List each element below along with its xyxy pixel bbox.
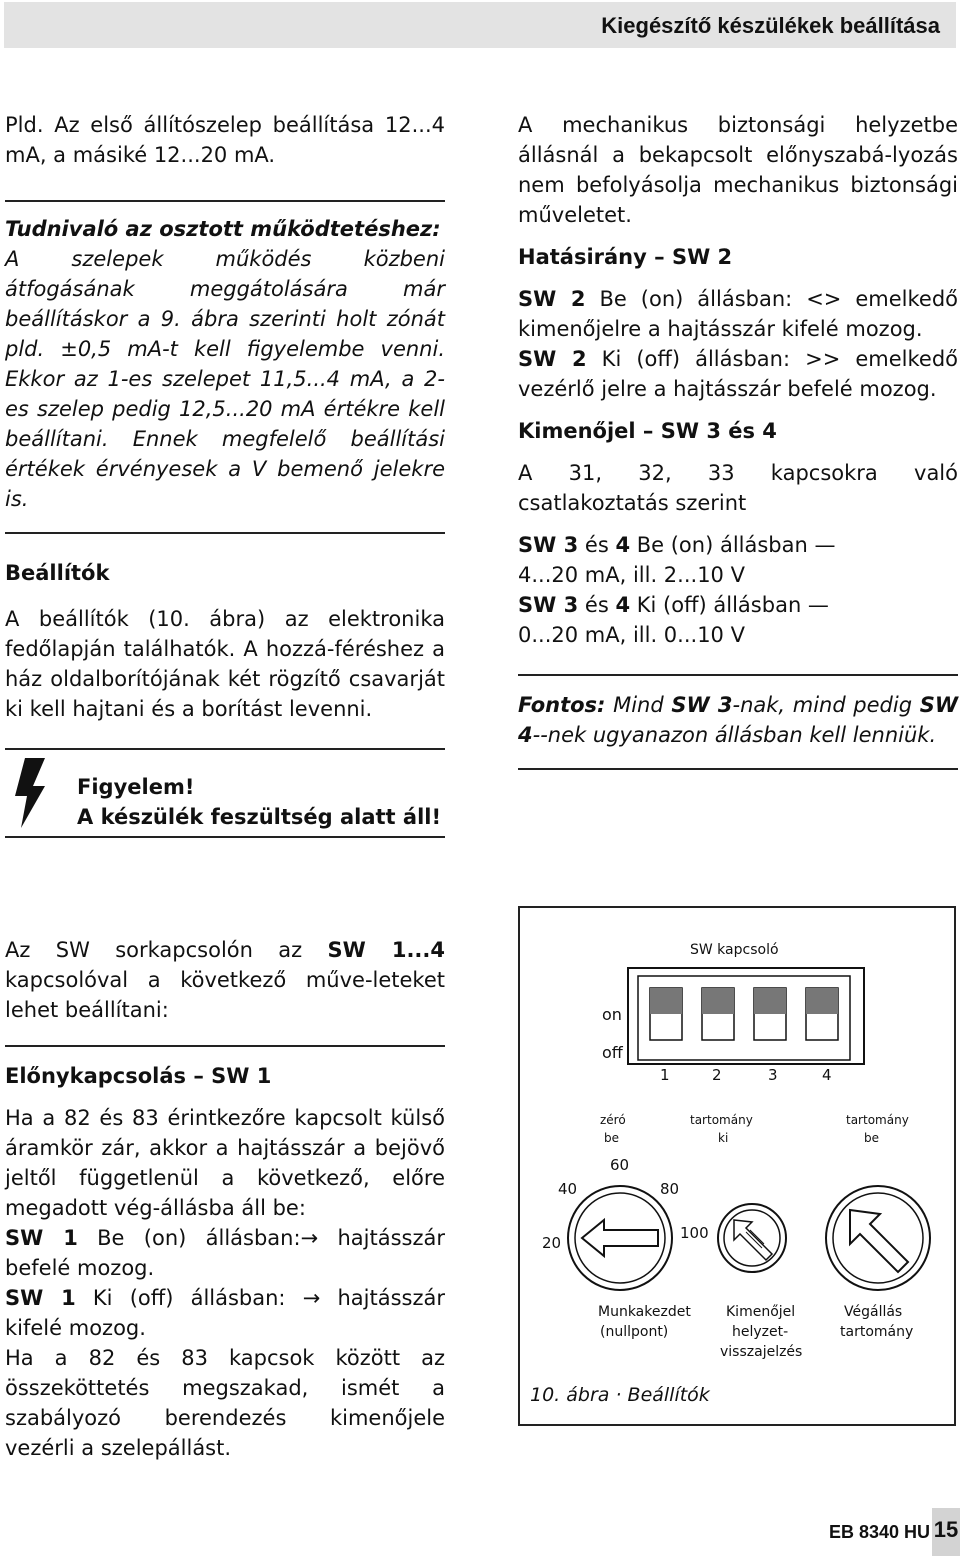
page-number: 15 xyxy=(932,1508,960,1556)
sw2-off-text: SW 2 Ki (off) állásban: >> emelkedő vezérlő jelre a hajtásszár befelé mozog. xyxy=(518,347,958,401)
divider xyxy=(5,532,445,534)
on-label: on xyxy=(602,1005,622,1024)
dip-switch-2-knob xyxy=(702,988,734,1014)
beallitok-body: A beállítók (10. ábra) az elektronika fedőlapján találhatók. A hozzá-féréshez a ház oldalborítójának két rögzítő csavarját ki kell hajtani és a borítást levenni. xyxy=(5,607,445,721)
sw2-on-text: SW 2 Be (on) állásban: <> emelkedő kimenőjelre a hajtásszár kifelé mozog. xyxy=(518,287,958,341)
tudnivalo-heading: Tudnivaló az osztott működtetéshez: xyxy=(5,217,441,241)
vegallas-tartomany-label: tartomány xyxy=(840,1324,914,1340)
kimenojel-body: A 31, 32, 33 kapcsokra való csatlakoztatás szerint xyxy=(518,461,958,515)
dip-switch-3-knob xyxy=(754,988,786,1014)
example-paragraph: Pld. Az első állítószelep beállítása 12...4 mA, a másiké 12...20 mA. xyxy=(5,113,445,167)
nullpont-label: (nullpont) xyxy=(600,1324,669,1340)
sw1-off-text: SW 1 Ki (off) állásban: → hajtásszár kifelé mozog. xyxy=(5,1286,445,1340)
warning-title: Figyelem! xyxy=(77,775,195,799)
sw3-off-value: 0...20 mA, ill. 0...10 V xyxy=(518,623,745,647)
mechanical-intro: A mechanikus biztonsági helyzetbe állásnál a bekapcsolt előnyszabá-lyozás nem befolyásolja mechanikus biztonsági műveletet. xyxy=(518,113,958,227)
figure-caption: 10. ábra · Beállítók xyxy=(530,1384,710,1406)
sw3-on-text: SW 3 és 4 Be (on) állásban — xyxy=(518,533,836,557)
range-on-label: tartomány xyxy=(846,1113,909,1127)
zero-label: zéró xyxy=(600,1113,626,1127)
page-header xyxy=(4,2,956,48)
range-off-ki-label: ki xyxy=(718,1131,729,1145)
sw-intro: Az SW sorkapcsolón az SW 1...4 kapcsolóval a következő műve-leteket lehet beállítani: xyxy=(5,938,445,1022)
figure-10-settings xyxy=(518,906,956,1426)
range-off-label: tartomány xyxy=(690,1113,753,1127)
kimenojel-heading: Kimenőjel – SW 3 és 4 xyxy=(518,419,777,443)
zero-be-label: be xyxy=(604,1131,619,1145)
vegallas-label: Végállás xyxy=(844,1304,903,1320)
kimenojel-label: Kimenőjel xyxy=(726,1304,796,1320)
dip-switch-1-knob xyxy=(650,988,682,1014)
settings-diagram xyxy=(520,908,954,1424)
beallitok-heading: Beállítók xyxy=(5,561,110,585)
left-column-bottom xyxy=(5,935,445,1463)
tudnivalo-body: A szelepek működés közbeni átfogásának meggátolására már beállításkor a 9. ábra szerinti holt zónát pld. ±0,5 mA-t kell figyelembe venni. Ekkor az 1-es szelepet 11,5...4 mA, a 2-es szelep pedig 12,5...20 mA értékre kell beállítani. Ennek megfelelő beállítási értékek érvényesek a V bemenő jelekre is. xyxy=(5,247,445,511)
right-column-top xyxy=(518,110,958,770)
lightning-bolt-icon xyxy=(11,758,51,828)
divider xyxy=(5,836,445,838)
switch-number-2: 2 xyxy=(712,1066,722,1084)
hatasirany-heading: Hatásirány – SW 2 xyxy=(518,245,733,269)
range-on-be-label: be xyxy=(864,1131,879,1145)
divider xyxy=(518,768,958,770)
elonykapcsolas-body: Ha a 82 és 83 érintkezőre kapcsolt külső áramkör zár, akkor a hajtásszár a bejövő jeltől függetlenül a következő, előre megadott vég-állásba áll be: xyxy=(5,1106,445,1220)
scale-80: 80 xyxy=(660,1180,680,1198)
switch-number-4: 4 xyxy=(822,1066,832,1084)
switch-number-1: 1 xyxy=(660,1066,670,1084)
fontos-note: Fontos: Mind SW 3-nak, mind pedig SW 4--nek ugyanazon állásban kell lenniük. xyxy=(518,693,958,747)
header-title: Kiegészítő készülékek beállítása xyxy=(601,13,940,38)
dip-switch-4-knob xyxy=(806,988,838,1014)
switch-number-3: 3 xyxy=(768,1066,778,1084)
sw3-off-text: SW 3 és 4 Ki (off) állásban — xyxy=(518,593,829,617)
elonykapcsolas-end: Ha a 82 és 83 kapcsok között az összeköttetés megszakad, ismét a szabályozó berendezés kimenőjele vezérli a szelepállást. xyxy=(5,1346,445,1460)
scale-100: 100 xyxy=(680,1224,709,1242)
munkakezdet-label: Munkakezdet xyxy=(598,1304,691,1320)
warning-box xyxy=(5,750,445,836)
document-code: EB 8340 HU xyxy=(828,1522,930,1542)
left-column-top xyxy=(5,110,445,838)
off-label: off xyxy=(602,1043,623,1062)
sw1-on-text: SW 1 Be (on) állásban:→ hajtásszár befelé mozog. xyxy=(5,1226,445,1280)
divider xyxy=(5,200,445,202)
sw-switch-title: SW kapcsoló xyxy=(690,942,779,958)
elonykapcsolas-heading: Előnykapcsolás – SW 1 xyxy=(5,1064,272,1088)
scale-60: 60 xyxy=(610,1156,630,1174)
sw3-on-value: 4...20 mA, ill. 2...10 V xyxy=(518,563,745,587)
warning-text: A készülék feszültség alatt áll! xyxy=(77,805,442,829)
divider xyxy=(518,674,958,676)
scale-40: 40 xyxy=(558,1180,578,1198)
scale-20: 20 xyxy=(542,1234,562,1252)
divider xyxy=(5,1045,445,1047)
helyzet-label: helyzet- xyxy=(732,1324,789,1340)
visszajelzes-label: visszajelzés xyxy=(720,1344,803,1360)
